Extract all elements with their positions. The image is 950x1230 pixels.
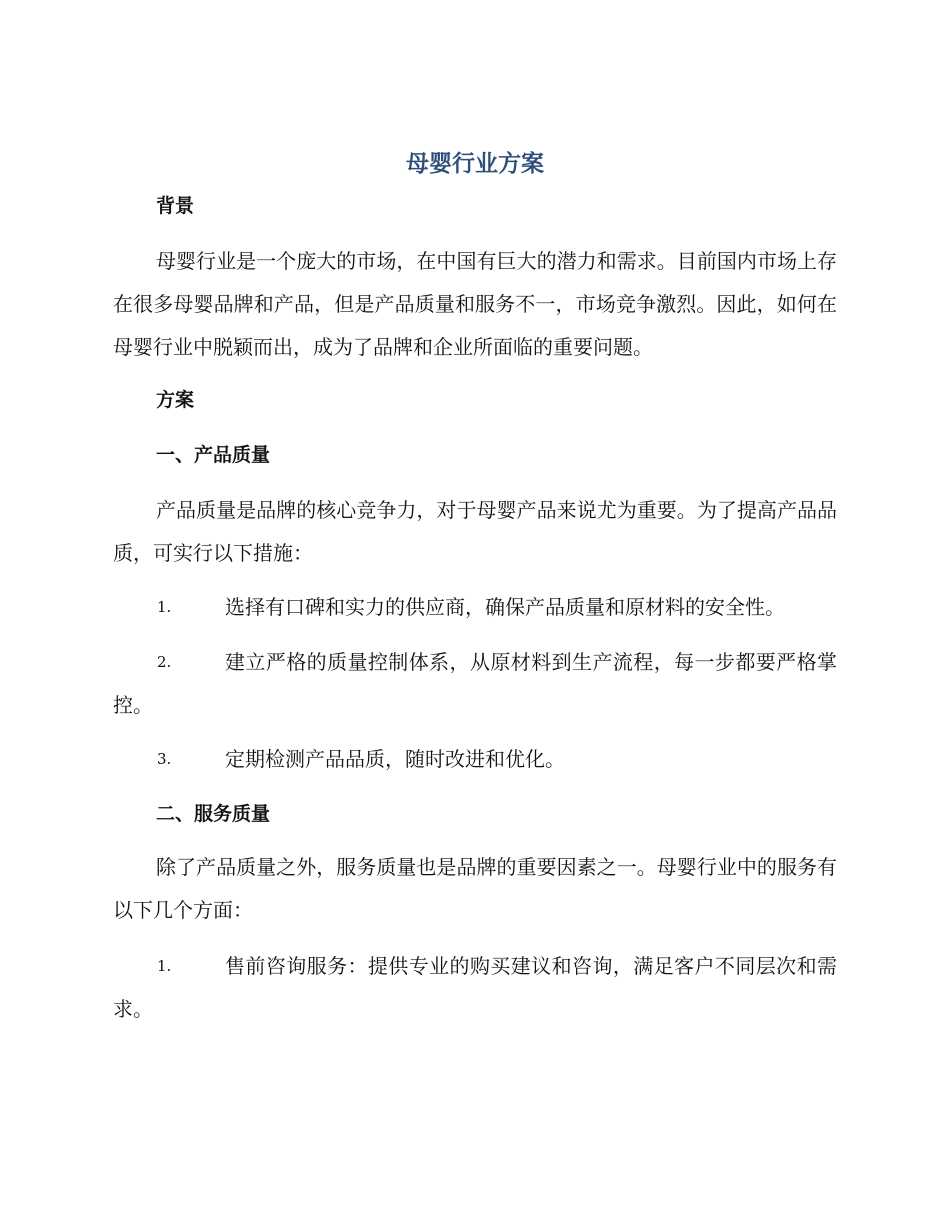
list-number: 2. — [157, 653, 172, 671]
list-item — [113, 586, 837, 629]
product-quality-intro: 产品质量是品牌的核心竞争力，对于母婴产品来说尤为重要。为了提高产品品质，可实行以下措施： — [113, 498, 837, 565]
document-title: 母婴行业方案 — [406, 151, 544, 177]
background-paragraph: 母婴行业是一个庞大的市场，在中国有巨大的潜力和需求。目前国内市场上存在很多母婴品牌和产品，但是产品质量和服务不一，市场竞争激烈。因此，如何在母婴行业中脱颖而出，成为了品牌和企业所面临的重要问题。 — [113, 249, 837, 359]
service-quality-heading: 二、服务质量 — [156, 803, 271, 825]
list-number: 1. — [157, 957, 172, 975]
list-text: 建立严格的质量控制体系，从原材料到生产流程，每一步都要严格掌控。 — [113, 650, 837, 717]
list-text: 售前咨询服务：提供专业的购买建议和咨询，满足客户不同层次和需求。 — [113, 954, 837, 1021]
list-text: 选择有口碑和实力的供应商，确保产品质量和原材料的安全性。 — [225, 595, 785, 619]
product-quality-heading: 一、产品质量 — [156, 444, 271, 466]
list-item — [113, 945, 837, 1031]
list-item — [113, 641, 837, 727]
plan-heading: 方案 — [156, 389, 195, 411]
list-item — [113, 738, 837, 781]
list-number: 3. — [157, 750, 172, 768]
list-text: 定期检测产品品质，随时改进和优化。 — [225, 747, 565, 771]
background-heading: 背景 — [156, 195, 195, 217]
service-quality-intro: 除了产品质量之外，服务质量也是品牌的重要因素之一。母婴行业中的服务有以下几个方面： — [113, 855, 837, 922]
list-number: 1. — [157, 598, 172, 616]
